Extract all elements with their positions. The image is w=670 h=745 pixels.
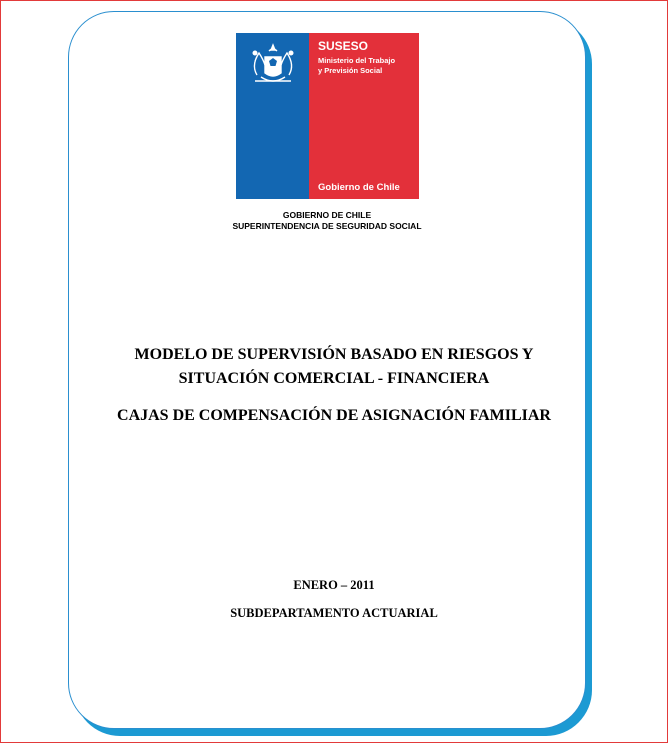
logo-red-panel bbox=[309, 33, 419, 199]
organization-block bbox=[200, 210, 454, 232]
logo-ministry-line2: y Previsión Social bbox=[318, 66, 383, 75]
chile-coat-of-arms-icon bbox=[245, 41, 301, 89]
org-line1: GOBIERNO DE CHILE bbox=[282, 210, 372, 220]
logo-footer: Gobierno de Chile bbox=[318, 182, 400, 193]
document-title-line2: SITUACIÓN COMERCIAL - FINANCIERA bbox=[178, 370, 490, 387]
document-subtitle: CAJAS DE COMPENSACIÓN DE ASIGNACIÓN FAMILIAR bbox=[117, 407, 551, 424]
logo-ministry-line1: Ministerio del Trabajo bbox=[318, 56, 396, 65]
document-title-line1: MODELO DE SUPERVISIÓN BASADO EN RIESGOS Y bbox=[134, 346, 534, 363]
suseso-logo bbox=[236, 33, 419, 199]
org-line2: SUPERINTENDENCIA DE SEGURIDAD SOCIAL bbox=[232, 221, 422, 231]
logo-blue-panel bbox=[236, 33, 309, 199]
logo-brand: SUSESO bbox=[318, 39, 369, 53]
document-date: ENERO – 2011 bbox=[293, 578, 375, 592]
document-department: SUBDEPARTAMENTO ACTUARIAL bbox=[230, 606, 438, 620]
